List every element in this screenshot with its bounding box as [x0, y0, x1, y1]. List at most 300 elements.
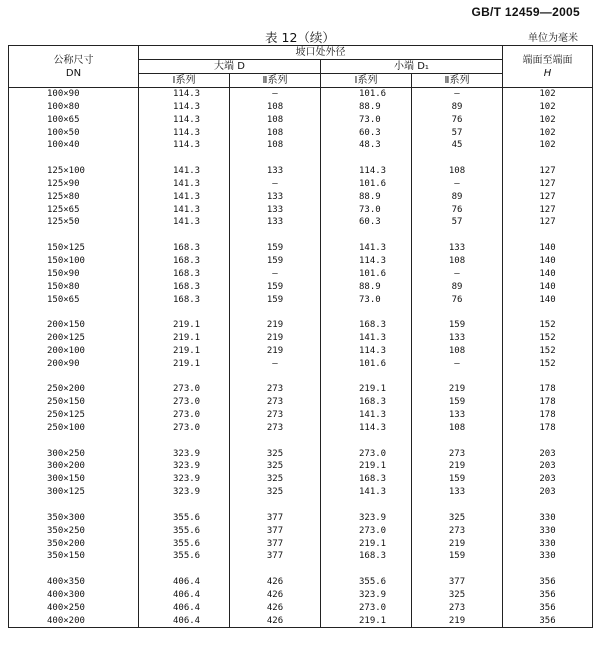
small-series-1-cell: 73.0	[321, 204, 412, 217]
large-series-1-cell: 168.3	[139, 268, 230, 281]
nominal-size-cell: 150×125	[9, 242, 139, 255]
spacer-cell	[503, 371, 593, 384]
spacer-cell	[321, 499, 412, 512]
nominal-size-cell: 250×100	[9, 422, 139, 435]
group-spacer	[9, 563, 593, 576]
small-series-1-cell: 168.3	[321, 550, 412, 563]
large-series-1-cell: 406.4	[139, 576, 230, 589]
large-series-1-cell: 114.3	[139, 139, 230, 152]
large-series-2-cell: 377	[230, 538, 321, 551]
small-series-1-cell: 219.1	[321, 615, 412, 628]
large-series-2-cell: 325	[230, 473, 321, 486]
small-series-2-cell: 159	[412, 550, 503, 563]
small-series-1-cell: 141.3	[321, 242, 412, 255]
small-series-1-cell: 355.6	[321, 576, 412, 589]
small-series-1-cell: 101.6	[321, 268, 412, 281]
face-to-face-cell: 178	[503, 383, 593, 396]
table-row	[9, 268, 593, 281]
large-series-1-cell: 168.3	[139, 281, 230, 294]
face-to-face-cell: 178	[503, 409, 593, 422]
small-series-2-cell: 108	[412, 255, 503, 268]
small-series-2-cell: 377	[412, 576, 503, 589]
spacer-cell	[412, 371, 503, 384]
face-to-face-cell: 330	[503, 512, 593, 525]
table-row	[9, 165, 593, 178]
large-series-1-cell: 114.3	[139, 88, 230, 101]
large-series-2-cell: 325	[230, 448, 321, 461]
table-row	[9, 216, 593, 229]
nominal-size-cell: 100×50	[9, 127, 139, 140]
table-row	[9, 242, 593, 255]
spacer-cell	[321, 371, 412, 384]
table-row	[9, 576, 593, 589]
spacer-cell	[9, 563, 139, 576]
nominal-size-cell: 125×80	[9, 191, 139, 204]
large-series-1-cell: 273.0	[139, 383, 230, 396]
large-series-2-cell: 108	[230, 127, 321, 140]
large-series-1-cell: 406.4	[139, 602, 230, 615]
large-series-2-cell: 273	[230, 396, 321, 409]
small-series-2-cell: 325	[412, 589, 503, 602]
standard-number: GB/T 12459—2005	[471, 5, 580, 19]
small-series-2-cell: 219	[412, 615, 503, 628]
large-series-2-cell: 108	[230, 139, 321, 152]
spacer-cell	[503, 152, 593, 165]
small-series-2-cell: 76	[412, 114, 503, 127]
large-series-2-cell: 219	[230, 319, 321, 332]
spacer-cell	[230, 229, 321, 242]
header-large-end: 大端 D	[139, 60, 321, 74]
small-series-2-cell: 76	[412, 204, 503, 217]
large-series-2-cell: 108	[230, 114, 321, 127]
table-row	[9, 512, 593, 525]
table-row	[9, 550, 593, 563]
small-series-1-cell: 273.0	[321, 602, 412, 615]
face-to-face-cell: 356	[503, 602, 593, 615]
large-series-1-cell: 141.3	[139, 191, 230, 204]
header-large-series-1: Ⅰ系列	[139, 74, 230, 88]
small-series-2-cell: 219	[412, 383, 503, 396]
large-series-2-cell: 159	[230, 242, 321, 255]
table-row	[9, 538, 593, 551]
face-to-face-cell: 140	[503, 294, 593, 307]
nominal-size-cell: 350×200	[9, 538, 139, 551]
face-to-face-cell: 152	[503, 319, 593, 332]
table-row	[9, 486, 593, 499]
spacer-cell	[230, 435, 321, 448]
spacer-cell	[412, 306, 503, 319]
small-series-2-cell: 89	[412, 281, 503, 294]
face-to-face-cell: 178	[503, 422, 593, 435]
large-series-2-cell: 133	[230, 216, 321, 229]
face-to-face-cell: 330	[503, 538, 593, 551]
face-to-face-cell: 140	[503, 242, 593, 255]
small-series-1-cell: 60.3	[321, 216, 412, 229]
nominal-size-cell: 125×90	[9, 178, 139, 191]
large-series-1-cell: 219.1	[139, 358, 230, 371]
header-face-to-face: 端面至端面 H	[503, 46, 593, 88]
face-to-face-cell: 102	[503, 101, 593, 114]
large-series-1-cell: 141.3	[139, 216, 230, 229]
table-row	[9, 345, 593, 358]
large-series-2-cell: 426	[230, 615, 321, 628]
large-series-2-cell: 426	[230, 576, 321, 589]
large-series-1-cell: 141.3	[139, 165, 230, 178]
spacer-cell	[139, 229, 230, 242]
face-to-face-cell: 203	[503, 448, 593, 461]
spacer-cell	[230, 306, 321, 319]
table-row	[9, 319, 593, 332]
nominal-size-cell: 100×90	[9, 88, 139, 101]
table-row	[9, 178, 593, 191]
large-series-1-cell: 114.3	[139, 114, 230, 127]
dimension-table	[8, 45, 593, 628]
nominal-size-cell: 400×300	[9, 589, 139, 602]
face-to-face-cell: 140	[503, 268, 593, 281]
table-row	[9, 602, 593, 615]
small-series-1-cell: 323.9	[321, 589, 412, 602]
small-series-1-cell: 88.9	[321, 281, 412, 294]
nominal-size-cell: 125×100	[9, 165, 139, 178]
large-series-1-cell: 355.6	[139, 550, 230, 563]
table-row	[9, 473, 593, 486]
large-series-1-cell: 219.1	[139, 319, 230, 332]
spacer-cell	[9, 371, 139, 384]
face-to-face-cell: 102	[503, 114, 593, 127]
table-row	[9, 448, 593, 461]
small-series-1-cell: 101.6	[321, 88, 412, 101]
large-series-2-cell: —	[230, 88, 321, 101]
large-series-2-cell: 159	[230, 294, 321, 307]
table-row	[9, 615, 593, 628]
large-series-1-cell: 168.3	[139, 255, 230, 268]
small-series-2-cell: 219	[412, 538, 503, 551]
group-spacer	[9, 499, 593, 512]
face-to-face-cell: 356	[503, 576, 593, 589]
small-series-1-cell: 141.3	[321, 332, 412, 345]
group-spacer	[9, 152, 593, 165]
nominal-size-cell: 400×350	[9, 576, 139, 589]
face-to-face-cell: 140	[503, 255, 593, 268]
small-series-2-cell: 76	[412, 294, 503, 307]
large-series-1-cell: 168.3	[139, 294, 230, 307]
spacer-cell	[412, 563, 503, 576]
large-series-2-cell: 159	[230, 281, 321, 294]
small-series-1-cell: 73.0	[321, 294, 412, 307]
header-small-end: 小端 D₁	[321, 60, 503, 74]
spacer-cell	[230, 563, 321, 576]
large-series-1-cell: 273.0	[139, 422, 230, 435]
nominal-size-cell: 150×90	[9, 268, 139, 281]
small-series-1-cell: 114.3	[321, 345, 412, 358]
large-series-1-cell: 168.3	[139, 242, 230, 255]
face-to-face-cell: 127	[503, 165, 593, 178]
small-series-2-cell: 133	[412, 332, 503, 345]
small-series-1-cell: 168.3	[321, 319, 412, 332]
table-row	[9, 88, 593, 101]
small-series-1-cell: 273.0	[321, 448, 412, 461]
large-series-2-cell: 219	[230, 332, 321, 345]
header-small-series-1: Ⅰ系列	[321, 74, 412, 88]
large-series-2-cell: 426	[230, 602, 321, 615]
table-row	[9, 191, 593, 204]
spacer-cell	[230, 371, 321, 384]
spacer-cell	[503, 499, 593, 512]
nominal-size-cell: 150×80	[9, 281, 139, 294]
spacer-cell	[503, 563, 593, 576]
large-series-1-cell: 323.9	[139, 486, 230, 499]
large-series-2-cell: 377	[230, 550, 321, 563]
spacer-cell	[139, 306, 230, 319]
nominal-size-cell: 200×150	[9, 319, 139, 332]
spacer-cell	[9, 435, 139, 448]
large-series-1-cell: 323.9	[139, 448, 230, 461]
table-row	[9, 422, 593, 435]
large-series-2-cell: —	[230, 268, 321, 281]
small-series-1-cell: 273.0	[321, 525, 412, 538]
small-series-1-cell: 88.9	[321, 101, 412, 114]
table-row	[9, 358, 593, 371]
face-to-face-cell: 203	[503, 486, 593, 499]
spacer-cell	[139, 499, 230, 512]
spacer-cell	[503, 306, 593, 319]
face-to-face-cell: 356	[503, 615, 593, 628]
nominal-size-cell: 150×100	[9, 255, 139, 268]
small-series-2-cell: 273	[412, 448, 503, 461]
large-series-2-cell: 273	[230, 409, 321, 422]
nominal-size-cell: 350×300	[9, 512, 139, 525]
small-series-1-cell: 60.3	[321, 127, 412, 140]
spacer-cell	[321, 152, 412, 165]
group-spacer	[9, 371, 593, 384]
large-series-2-cell: 273	[230, 383, 321, 396]
small-series-2-cell: 133	[412, 486, 503, 499]
small-series-2-cell: 57	[412, 216, 503, 229]
large-series-1-cell: 114.3	[139, 127, 230, 140]
table-row	[9, 294, 593, 307]
large-series-2-cell: 426	[230, 589, 321, 602]
large-series-1-cell: 406.4	[139, 615, 230, 628]
nominal-size-cell: 400×200	[9, 615, 139, 628]
nominal-size-cell: 400×250	[9, 602, 139, 615]
face-to-face-cell: 152	[503, 332, 593, 345]
large-series-1-cell: 114.3	[139, 101, 230, 114]
group-spacer	[9, 229, 593, 242]
nominal-size-cell: 125×50	[9, 216, 139, 229]
table-row	[9, 383, 593, 396]
small-series-2-cell: 108	[412, 165, 503, 178]
large-series-2-cell: 159	[230, 255, 321, 268]
large-series-1-cell: 406.4	[139, 589, 230, 602]
small-series-2-cell: 45	[412, 139, 503, 152]
large-series-2-cell: —	[230, 358, 321, 371]
nominal-size-cell: 200×100	[9, 345, 139, 358]
small-series-2-cell: 89	[412, 101, 503, 114]
large-series-1-cell: 219.1	[139, 345, 230, 358]
small-series-2-cell: 159	[412, 396, 503, 409]
small-series-1-cell: 168.3	[321, 473, 412, 486]
small-series-2-cell: 133	[412, 409, 503, 422]
small-series-1-cell: 219.1	[321, 538, 412, 551]
nominal-size-cell: 200×90	[9, 358, 139, 371]
large-series-1-cell: 323.9	[139, 473, 230, 486]
small-series-1-cell: 168.3	[321, 396, 412, 409]
small-series-2-cell: 325	[412, 512, 503, 525]
small-series-1-cell: 114.3	[321, 165, 412, 178]
large-series-2-cell: 325	[230, 486, 321, 499]
large-series-2-cell: 108	[230, 101, 321, 114]
spacer-cell	[412, 229, 503, 242]
header-nominal-size: 公称尺寸 DN	[9, 46, 139, 88]
large-series-2-cell: —	[230, 178, 321, 191]
spacer-cell	[503, 229, 593, 242]
table-row	[9, 525, 593, 538]
face-to-face-cell: 102	[503, 127, 593, 140]
spacer-cell	[412, 435, 503, 448]
nominal-size-cell: 100×40	[9, 139, 139, 152]
table-row	[9, 101, 593, 114]
spacer-cell	[321, 229, 412, 242]
small-series-1-cell: 114.3	[321, 422, 412, 435]
face-to-face-cell: 203	[503, 460, 593, 473]
face-to-face-cell: 140	[503, 281, 593, 294]
small-series-2-cell: 219	[412, 460, 503, 473]
small-series-2-cell: 273	[412, 602, 503, 615]
small-series-2-cell: —	[412, 88, 503, 101]
table-row	[9, 332, 593, 345]
face-to-face-cell: 152	[503, 358, 593, 371]
small-series-2-cell: —	[412, 268, 503, 281]
face-to-face-cell: 127	[503, 204, 593, 217]
small-series-1-cell: 48.3	[321, 139, 412, 152]
spacer-cell	[321, 306, 412, 319]
table-row	[9, 589, 593, 602]
header-bevel-od: 坡口处外径	[139, 46, 503, 60]
small-series-1-cell: 101.6	[321, 178, 412, 191]
large-series-1-cell: 273.0	[139, 409, 230, 422]
large-series-1-cell: 141.3	[139, 178, 230, 191]
nominal-size-cell: 300×200	[9, 460, 139, 473]
nominal-size-cell: 300×125	[9, 486, 139, 499]
table-row	[9, 127, 593, 140]
spacer-cell	[9, 229, 139, 242]
face-to-face-cell: 330	[503, 550, 593, 563]
unit-note: 单位为毫米	[528, 33, 578, 44]
nominal-size-cell: 300×250	[9, 448, 139, 461]
spacer-cell	[230, 152, 321, 165]
table-row	[9, 409, 593, 422]
small-series-1-cell: 323.9	[321, 512, 412, 525]
small-series-2-cell: 133	[412, 242, 503, 255]
small-series-2-cell: —	[412, 358, 503, 371]
small-series-1-cell: 114.3	[321, 255, 412, 268]
nominal-size-cell: 100×65	[9, 114, 139, 127]
group-spacer	[9, 435, 593, 448]
small-series-2-cell: 273	[412, 525, 503, 538]
spacer-cell	[139, 435, 230, 448]
table-row	[9, 281, 593, 294]
large-series-2-cell: 133	[230, 191, 321, 204]
small-series-1-cell: 101.6	[321, 358, 412, 371]
face-to-face-cell: 330	[503, 525, 593, 538]
nominal-size-cell: 300×150	[9, 473, 139, 486]
spacer-cell	[503, 435, 593, 448]
table-row	[9, 396, 593, 409]
spacer-cell	[321, 435, 412, 448]
face-to-face-cell: 102	[503, 88, 593, 101]
spacer-cell	[412, 499, 503, 512]
small-series-1-cell: 141.3	[321, 486, 412, 499]
nominal-size-cell: 100×80	[9, 101, 139, 114]
large-series-1-cell: 355.6	[139, 525, 230, 538]
large-series-1-cell: 141.3	[139, 204, 230, 217]
large-series-2-cell: 219	[230, 345, 321, 358]
large-series-1-cell: 273.0	[139, 396, 230, 409]
small-series-1-cell: 219.1	[321, 460, 412, 473]
table-row	[9, 460, 593, 473]
spacer-cell	[139, 152, 230, 165]
large-series-1-cell: 323.9	[139, 460, 230, 473]
spacer-cell	[321, 563, 412, 576]
small-series-2-cell: 159	[412, 473, 503, 486]
large-series-2-cell: 133	[230, 165, 321, 178]
face-to-face-cell: 152	[503, 345, 593, 358]
small-series-2-cell: 57	[412, 127, 503, 140]
face-to-face-cell: 178	[503, 396, 593, 409]
spacer-cell	[9, 152, 139, 165]
large-series-2-cell: 377	[230, 525, 321, 538]
large-series-1-cell: 355.6	[139, 538, 230, 551]
face-to-face-cell: 127	[503, 191, 593, 204]
face-to-face-cell: 356	[503, 589, 593, 602]
table-row	[9, 139, 593, 152]
small-series-1-cell: 141.3	[321, 409, 412, 422]
small-series-1-cell: 219.1	[321, 383, 412, 396]
face-to-face-cell: 127	[503, 216, 593, 229]
large-series-1-cell: 219.1	[139, 332, 230, 345]
small-series-2-cell: —	[412, 178, 503, 191]
nominal-size-cell: 350×250	[9, 525, 139, 538]
spacer-cell	[9, 499, 139, 512]
nominal-size-cell: 200×125	[9, 332, 139, 345]
small-series-1-cell: 88.9	[321, 191, 412, 204]
large-series-2-cell: 133	[230, 204, 321, 217]
large-series-1-cell: 355.6	[139, 512, 230, 525]
nominal-size-cell: 125×65	[9, 204, 139, 217]
header-large-series-2: Ⅱ系列	[230, 74, 321, 88]
table-row	[9, 255, 593, 268]
spacer-cell	[9, 306, 139, 319]
table-row	[9, 114, 593, 127]
large-series-2-cell: 377	[230, 512, 321, 525]
spacer-cell	[139, 371, 230, 384]
small-series-2-cell: 159	[412, 319, 503, 332]
nominal-size-cell: 250×125	[9, 409, 139, 422]
nominal-size-cell: 250×200	[9, 383, 139, 396]
large-series-2-cell: 325	[230, 460, 321, 473]
header-small-series-2: Ⅱ系列	[412, 74, 503, 88]
face-to-face-cell: 127	[503, 178, 593, 191]
spacer-cell	[230, 499, 321, 512]
face-to-face-cell: 102	[503, 139, 593, 152]
table-row	[9, 204, 593, 217]
spacer-cell	[139, 563, 230, 576]
small-series-2-cell: 108	[412, 345, 503, 358]
large-series-2-cell: 273	[230, 422, 321, 435]
face-to-face-cell: 203	[503, 473, 593, 486]
small-series-2-cell: 89	[412, 191, 503, 204]
nominal-size-cell: 150×65	[9, 294, 139, 307]
